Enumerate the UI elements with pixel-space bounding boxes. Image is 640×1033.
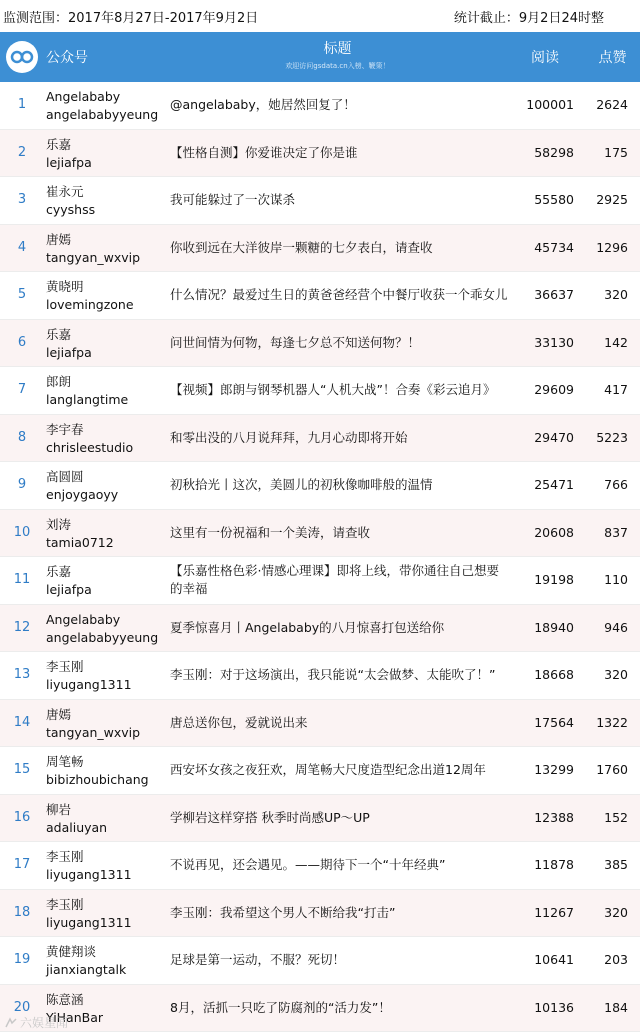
account-name: 黄晓明: [46, 279, 84, 294]
article-title-link[interactable]: 什么情况？最爱过生日的黄爸爸经营个中餐厅收获一个乖女儿: [170, 287, 508, 302]
account-name: Angelababy: [46, 611, 121, 627]
account-cell: [46, 373, 128, 409]
rank-number: 12: [13, 619, 31, 635]
article-title-link[interactable]: 足球是第一运动，不服？死切！: [170, 952, 346, 967]
article-title-link[interactable]: 学柳岩这样穿搭 秋季时尚感UP～UP: [170, 809, 370, 825]
account-id: YiHanBar: [46, 1009, 104, 1025]
read-count: 11878: [534, 857, 574, 872]
read-count: 18668: [534, 667, 574, 682]
account-cell: [46, 326, 92, 362]
table-header: [0, 32, 640, 82]
read-count: 20608: [534, 524, 574, 540]
account-name: 陈意涵: [46, 991, 84, 1007]
rank-number: 7: [17, 382, 27, 397]
account-cell: [46, 753, 149, 789]
account-name: 柳岩: [46, 801, 72, 817]
read-count: 12388: [534, 809, 574, 825]
account-name: 黄健翔谈: [46, 944, 97, 959]
read-count: 10136: [534, 999, 574, 1015]
table-row[interactable]: [0, 890, 640, 938]
table-row[interactable]: [0, 225, 640, 273]
like-count: 837: [604, 524, 628, 540]
rank-number: 16: [13, 809, 31, 825]
like-count: 320: [604, 667, 628, 682]
table-row[interactable]: [0, 462, 640, 510]
table-row[interactable]: [0, 415, 640, 463]
like-count: 2925: [596, 192, 628, 207]
read-count: 10641: [534, 952, 574, 967]
account-id: jianxiangtalk: [46, 962, 127, 977]
account-id: langlangtime: [46, 392, 129, 407]
table-row[interactable]: [0, 367, 640, 415]
account-id: lejiafpa: [46, 344, 92, 360]
read-count: 29470: [534, 429, 574, 445]
like-count: 175: [604, 144, 628, 160]
account-name: 周笔畅: [46, 754, 84, 769]
rank-number: 20: [13, 999, 31, 1015]
rank-number: 6: [17, 334, 27, 350]
read-count: 45734: [534, 239, 574, 255]
like-count: 1296: [596, 239, 628, 255]
account-name: 郎朗: [46, 374, 72, 389]
stat-cutoff: 统计截止：9月2日24时整: [453, 10, 604, 26]
account-id: adaliuyan: [46, 819, 108, 835]
account-name: 乐嘉: [46, 136, 72, 152]
account-cell: [46, 563, 92, 599]
like-count: 320: [604, 904, 628, 920]
account-id: tangyan_wxvip: [46, 724, 141, 740]
article-title-link[interactable]: 【性格自测】你爱谁决定了你是谁: [170, 144, 358, 160]
table-row[interactable]: [0, 795, 640, 843]
table-row[interactable]: [0, 985, 640, 1033]
rank-number: 13: [13, 667, 31, 682]
account-name: 乐嘉: [46, 564, 72, 579]
read-count: 19198: [534, 572, 574, 587]
read-count: 55580: [534, 192, 574, 207]
article-title-link[interactable]: 你收到远在大洋彼岸一颗糖的七夕表白，请查收: [170, 239, 433, 255]
read-count: 29609: [534, 382, 574, 397]
table-row[interactable]: [0, 272, 640, 320]
article-title-link[interactable]: 初秋拾光丨这次，美圆儿的初秋像咖啡般的温情: [170, 477, 433, 492]
table-row[interactable]: [0, 130, 640, 178]
account-cell: [46, 706, 140, 742]
like-count: 1322: [596, 714, 628, 730]
account-id: angelababyyeung: [46, 629, 159, 645]
rank-number: 11: [13, 572, 31, 587]
read-count: 18940: [534, 619, 574, 635]
table-row[interactable]: [0, 557, 640, 605]
rank-number: 10: [13, 524, 31, 540]
read-count: 36637: [534, 287, 574, 302]
account-name: 唐嫣: [46, 231, 72, 247]
account-name: 李玉刚: [46, 849, 84, 864]
rank-number: 14: [13, 714, 31, 730]
rank-number: 1: [17, 97, 27, 112]
account-id: tamia0712: [46, 534, 114, 550]
article-title-link[interactable]: 我可能躲过了一次谋杀: [170, 192, 296, 207]
account-cell: [46, 136, 92, 172]
article-title-link[interactable]: 和零出没的八月说拜拜，九月心动即将开始: [170, 429, 408, 445]
article-title-link[interactable]: 唐总送你包，爱就说出来: [170, 714, 308, 730]
account-cell: [46, 421, 133, 457]
account-name: 李玉刚: [46, 659, 84, 674]
article-title-link[interactable]: 问世间情为何物，每逢七夕总不知送何物？！: [170, 334, 421, 350]
account-id: lovemingzone: [46, 297, 134, 312]
account-cell: [46, 88, 158, 124]
account-id: liyugang1311: [46, 914, 132, 930]
like-count: 203: [604, 952, 628, 967]
account-cell: [46, 516, 114, 552]
like-count: 320: [604, 287, 628, 302]
read-count: 13299: [534, 762, 574, 777]
article-title-link[interactable]: 8月，活抓一只吃了防腐剂的“活力发”！: [170, 999, 391, 1015]
table-row[interactable]: [0, 510, 640, 558]
header-likes: 点赞: [598, 50, 627, 66]
account-cell: [46, 658, 132, 694]
header-reads: 阅读: [531, 50, 559, 66]
account-cell: [46, 468, 118, 504]
rank-number: 3: [17, 192, 27, 207]
rank-number: 8: [17, 429, 27, 445]
article-title-link[interactable]: 【视频】郎朗与钢琴机器人“人机大战”！合奏《彩云追月》: [170, 382, 496, 397]
article-title-link[interactable]: 夏季惊喜月丨Angelababy的八月惊喜打包送给你: [170, 619, 445, 635]
rank-number: 4: [17, 239, 27, 255]
account-cell: [46, 183, 95, 219]
like-count: 1760: [596, 762, 628, 777]
monitor-range: 监测范围：2017年8月27日-2017年9月2日: [3, 10, 259, 26]
account-id: liyugang1311: [46, 677, 132, 692]
account-name: 李宇春: [46, 421, 84, 437]
account-name: 唐嫣: [46, 706, 72, 722]
article-title-link[interactable]: 不说再见，还会遇见。——期待下一个“十年经典”: [170, 857, 446, 872]
account-cell: [46, 801, 107, 837]
rank-number: 9: [17, 477, 27, 492]
account-cell: [46, 278, 134, 314]
account-name: 高圆圆: [46, 469, 84, 484]
like-count: 766: [604, 477, 628, 492]
table-row[interactable]: [0, 652, 640, 700]
watermark-icon: [4, 1017, 18, 1029]
rank-number: 15: [13, 762, 31, 777]
rank-number: 5: [17, 287, 27, 302]
account-id: chrisleestudio: [46, 439, 134, 455]
article-title-link[interactable]: 李玉刚：对于这场演出，我只能说“太会做梦、太能吹了！”: [170, 667, 496, 682]
table-row[interactable]: [0, 937, 640, 985]
like-count: 184: [604, 999, 628, 1015]
read-count: 33130: [534, 334, 574, 350]
watermark-text: 六娱星闻: [20, 1016, 69, 1030]
account-name: 乐嘉: [46, 326, 72, 342]
account-cell: [46, 848, 132, 884]
rank-number: 17: [13, 857, 31, 872]
account-name: 刘涛: [46, 516, 72, 532]
read-count: 11267: [534, 904, 574, 920]
article-title-link[interactable]: @angelababy，她居然回复了！: [170, 97, 356, 112]
read-count: 25471: [534, 477, 574, 492]
account-name: Angelababy: [46, 89, 121, 104]
gsdata-logo-icon: [6, 41, 38, 73]
account-name: 李玉刚: [46, 896, 84, 912]
account-id: tangyan_wxvip: [46, 249, 141, 265]
account-id: angelababyyeung: [46, 107, 159, 122]
like-count: 5223: [596, 429, 628, 445]
table-row[interactable]: [0, 320, 640, 368]
account-id: cyyshss: [46, 202, 96, 217]
like-count: 417: [604, 382, 628, 397]
header-subtitle: 欢迎访问gsdata.cn入榜、鞭策！: [285, 62, 390, 70]
account-id: enjoygaoyy: [46, 487, 119, 502]
account-id: liyugang1311: [46, 867, 132, 882]
table-row[interactable]: [0, 747, 640, 795]
read-count: 58298: [534, 144, 574, 160]
account-id: bibizhoubichang: [46, 772, 149, 787]
table-row[interactable]: [0, 177, 640, 225]
top-bar: [0, 0, 640, 32]
table-row[interactable]: [0, 82, 640, 130]
header-account: 公众号: [46, 50, 88, 66]
account-id: lejiafpa: [46, 582, 92, 597]
article-title-link[interactable]: 这里有一份祝福和一个美涛，请查收: [170, 524, 371, 540]
rank-number: 19: [13, 952, 31, 967]
like-count: 2624: [596, 97, 628, 112]
like-count: 110: [604, 572, 628, 587]
account-name: 崔永元: [46, 184, 84, 199]
read-count: 100001: [526, 97, 574, 112]
table-row[interactable]: [0, 700, 640, 748]
account-cell: [46, 611, 158, 647]
rank-number: 2: [17, 144, 27, 160]
account-cell: [46, 943, 126, 979]
table-row[interactable]: [0, 842, 640, 890]
rank-number: 18: [13, 904, 31, 920]
header-title: 标题: [323, 41, 352, 57]
like-count: 152: [604, 809, 628, 825]
watermark: [4, 1014, 68, 1031]
article-title-link[interactable]: 西安坏女孩之夜狂欢，周笔畅大尺度造型纪念出道12周年: [170, 762, 486, 777]
read-count: 17564: [534, 714, 574, 730]
ranking-table: [0, 32, 640, 1032]
article-title-link[interactable]: 【乐嘉性格色彩·情感心理课】即将上线，带你通往自己想要的幸福: [170, 563, 499, 596]
account-cell: [46, 896, 132, 932]
like-count: 385: [604, 857, 628, 872]
like-count: 946: [604, 619, 628, 635]
header-title-cell: [160, 38, 515, 71]
table-body: [0, 82, 640, 1032]
table-row[interactable]: [0, 605, 640, 653]
account-cell: [46, 231, 140, 267]
account-id: lejiafpa: [46, 154, 92, 170]
article-title-link[interactable]: 李玉刚：我希望这个男人不断给我“打击”: [170, 904, 396, 920]
like-count: 142: [604, 334, 628, 350]
